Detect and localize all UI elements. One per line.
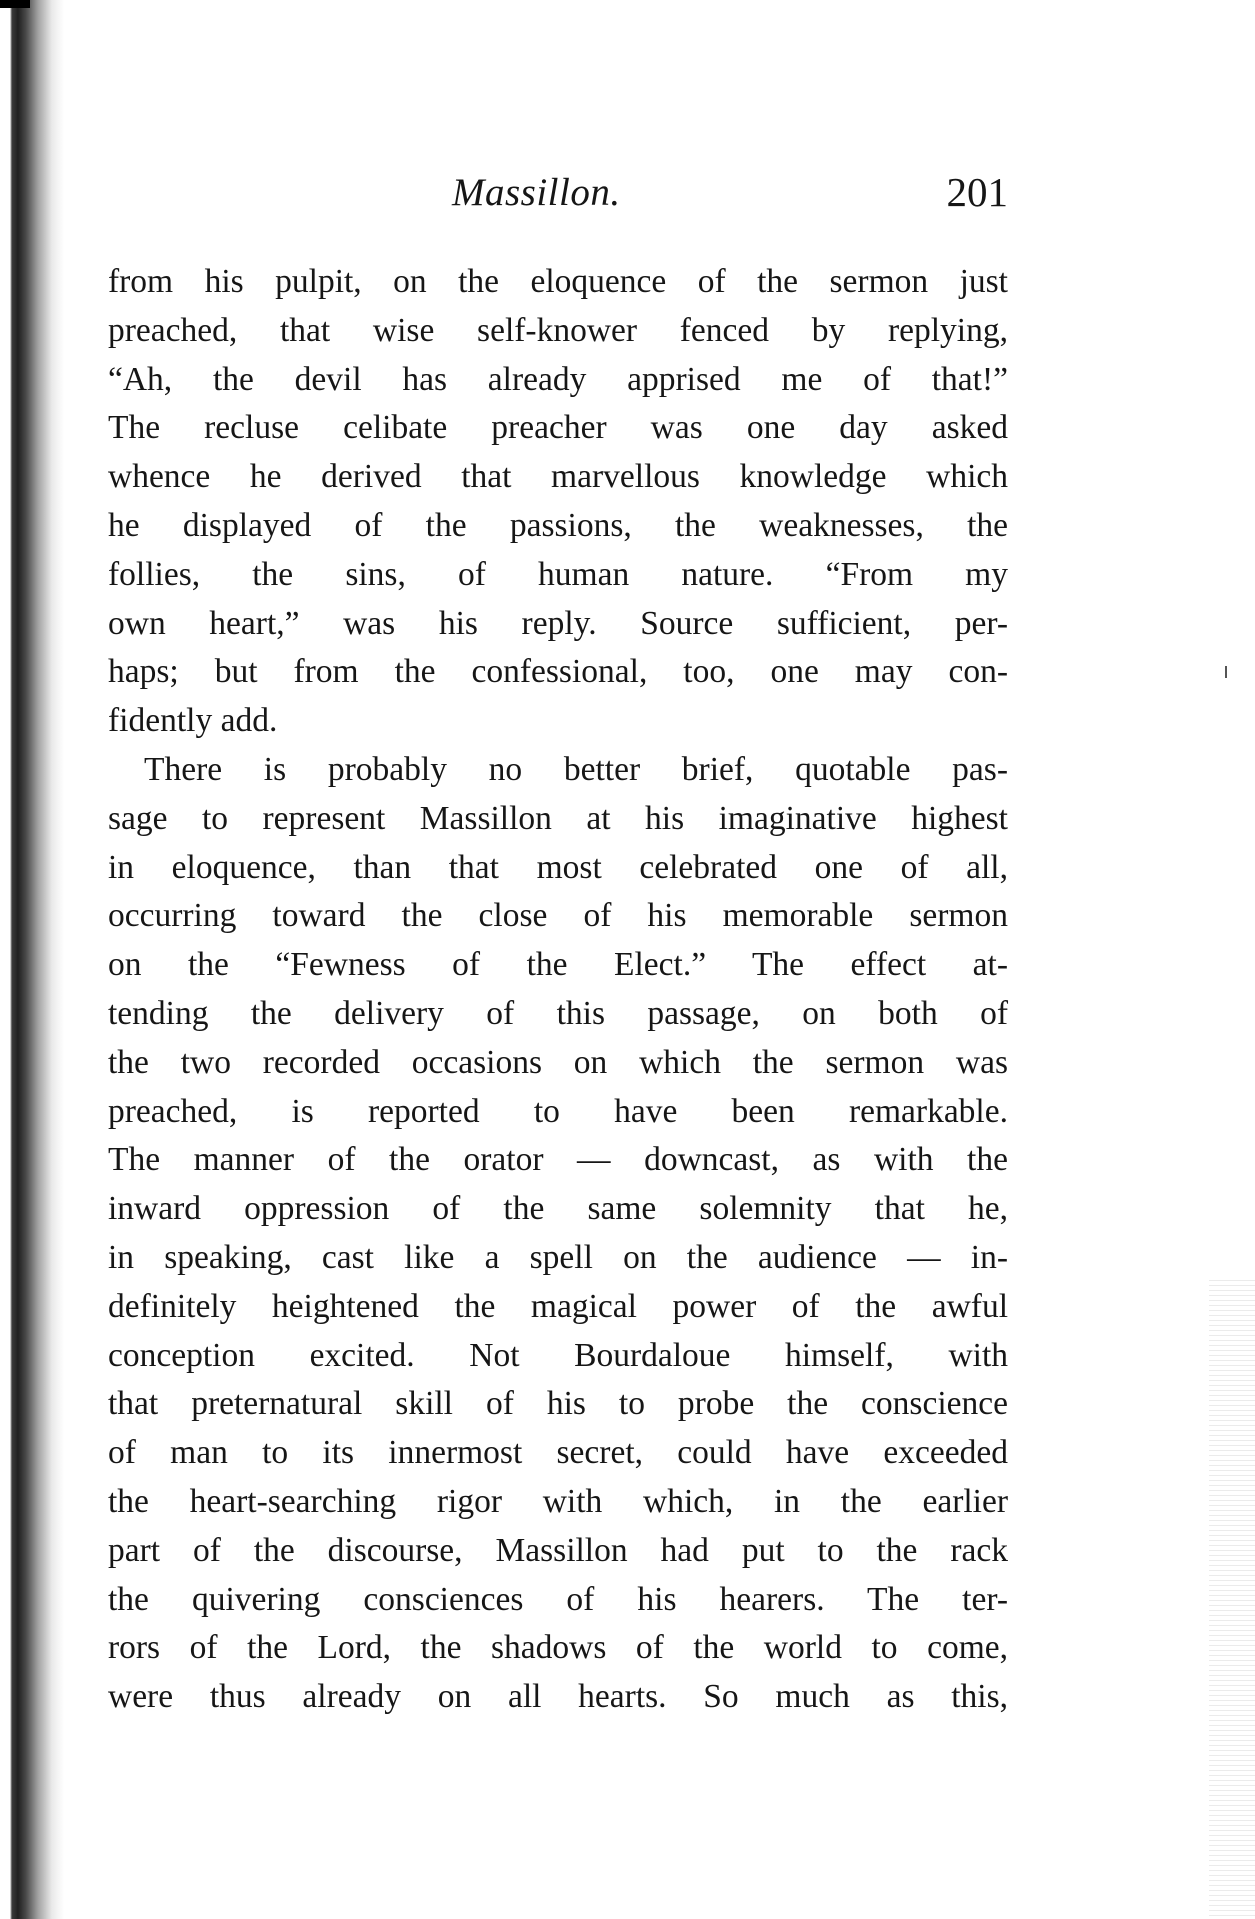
scan-mark xyxy=(1225,666,1227,678)
text-line: of man to its innermost secret, could have exceeded xyxy=(108,1434,1008,1472)
text-line: that preternatural skill of his to probe the conscience xyxy=(108,1385,1008,1423)
text-line: follies, the sins, of human nature. “From my xyxy=(108,555,1008,593)
page-number: 201 xyxy=(946,169,1008,215)
text-line: The manner of the orator — downcast, as with the xyxy=(108,1141,1008,1179)
text-line: fidently add. xyxy=(108,702,278,740)
text-line: the heart-searching rigor with which, in the earlier xyxy=(108,1482,1008,1520)
text-line: on the “Fewness of the Elect.” The effect at- xyxy=(108,946,1008,984)
text-line: haps; but from the confessional, too, one may con- xyxy=(108,653,1008,691)
running-title: Massillon. xyxy=(452,171,621,214)
binding-shadow xyxy=(0,0,64,1919)
text-line: part of the discourse, Massillon had put to the rack xyxy=(108,1531,1008,1569)
text-line: inward oppression of the same solemnity that he, xyxy=(108,1190,1008,1228)
paragraph-1 xyxy=(108,258,1008,746)
binding-corner xyxy=(0,0,30,52)
text-line: rors of the Lord, the shadows of the world to come, xyxy=(108,1629,1008,1667)
text-line: the quivering consciences of his hearers. The ter- xyxy=(108,1580,1008,1618)
body-text xyxy=(108,258,1008,1722)
text-line: “Ah, the devil has already apprised me of that!” xyxy=(108,360,1008,398)
text-line: definitely heightened the magical power of the awful xyxy=(108,1287,1008,1325)
text-line: were thus already on all hearts. So much as this, xyxy=(108,1678,1008,1716)
text-line: occurring toward the close of his memorable sermon xyxy=(108,897,1008,935)
text-line: in speaking, cast like a spell on the audience — in- xyxy=(108,1238,1008,1276)
text-line: tending the delivery of this passage, on both of xyxy=(108,994,1008,1032)
text-line: conception excited. Not Bourdaloue himself, with xyxy=(108,1336,1008,1374)
paragraph-2 xyxy=(108,746,1008,1722)
text-line: he displayed of the passions, the weaknesses, the xyxy=(108,506,1008,544)
text-line: the two recorded occasions on which the sermon was xyxy=(108,1043,1008,1081)
text-line: in eloquence, than that most celebrated one of all, xyxy=(108,848,1008,886)
text-line: sage to represent Massillon at his imaginative highest xyxy=(108,799,1008,837)
text-line: whence he derived that marvellous knowledge which xyxy=(108,458,1008,496)
text-line: The recluse celibate preacher was one day asked xyxy=(108,409,1008,447)
text-line: from his pulpit, on the eloquence of the sermon just xyxy=(108,263,1008,300)
text-line: preached, that wise self-knower fenced by replying, xyxy=(108,311,1008,349)
running-head xyxy=(108,170,1008,230)
text-line: There is probably no better brief, quotable pas- xyxy=(144,750,1008,788)
text-line: own heart,” was his reply. Source sufficient, per- xyxy=(108,604,1008,642)
text-line: preached, is reported to have been remarkable. xyxy=(108,1092,1008,1130)
scan-edge-speckle xyxy=(1209,1280,1255,1919)
